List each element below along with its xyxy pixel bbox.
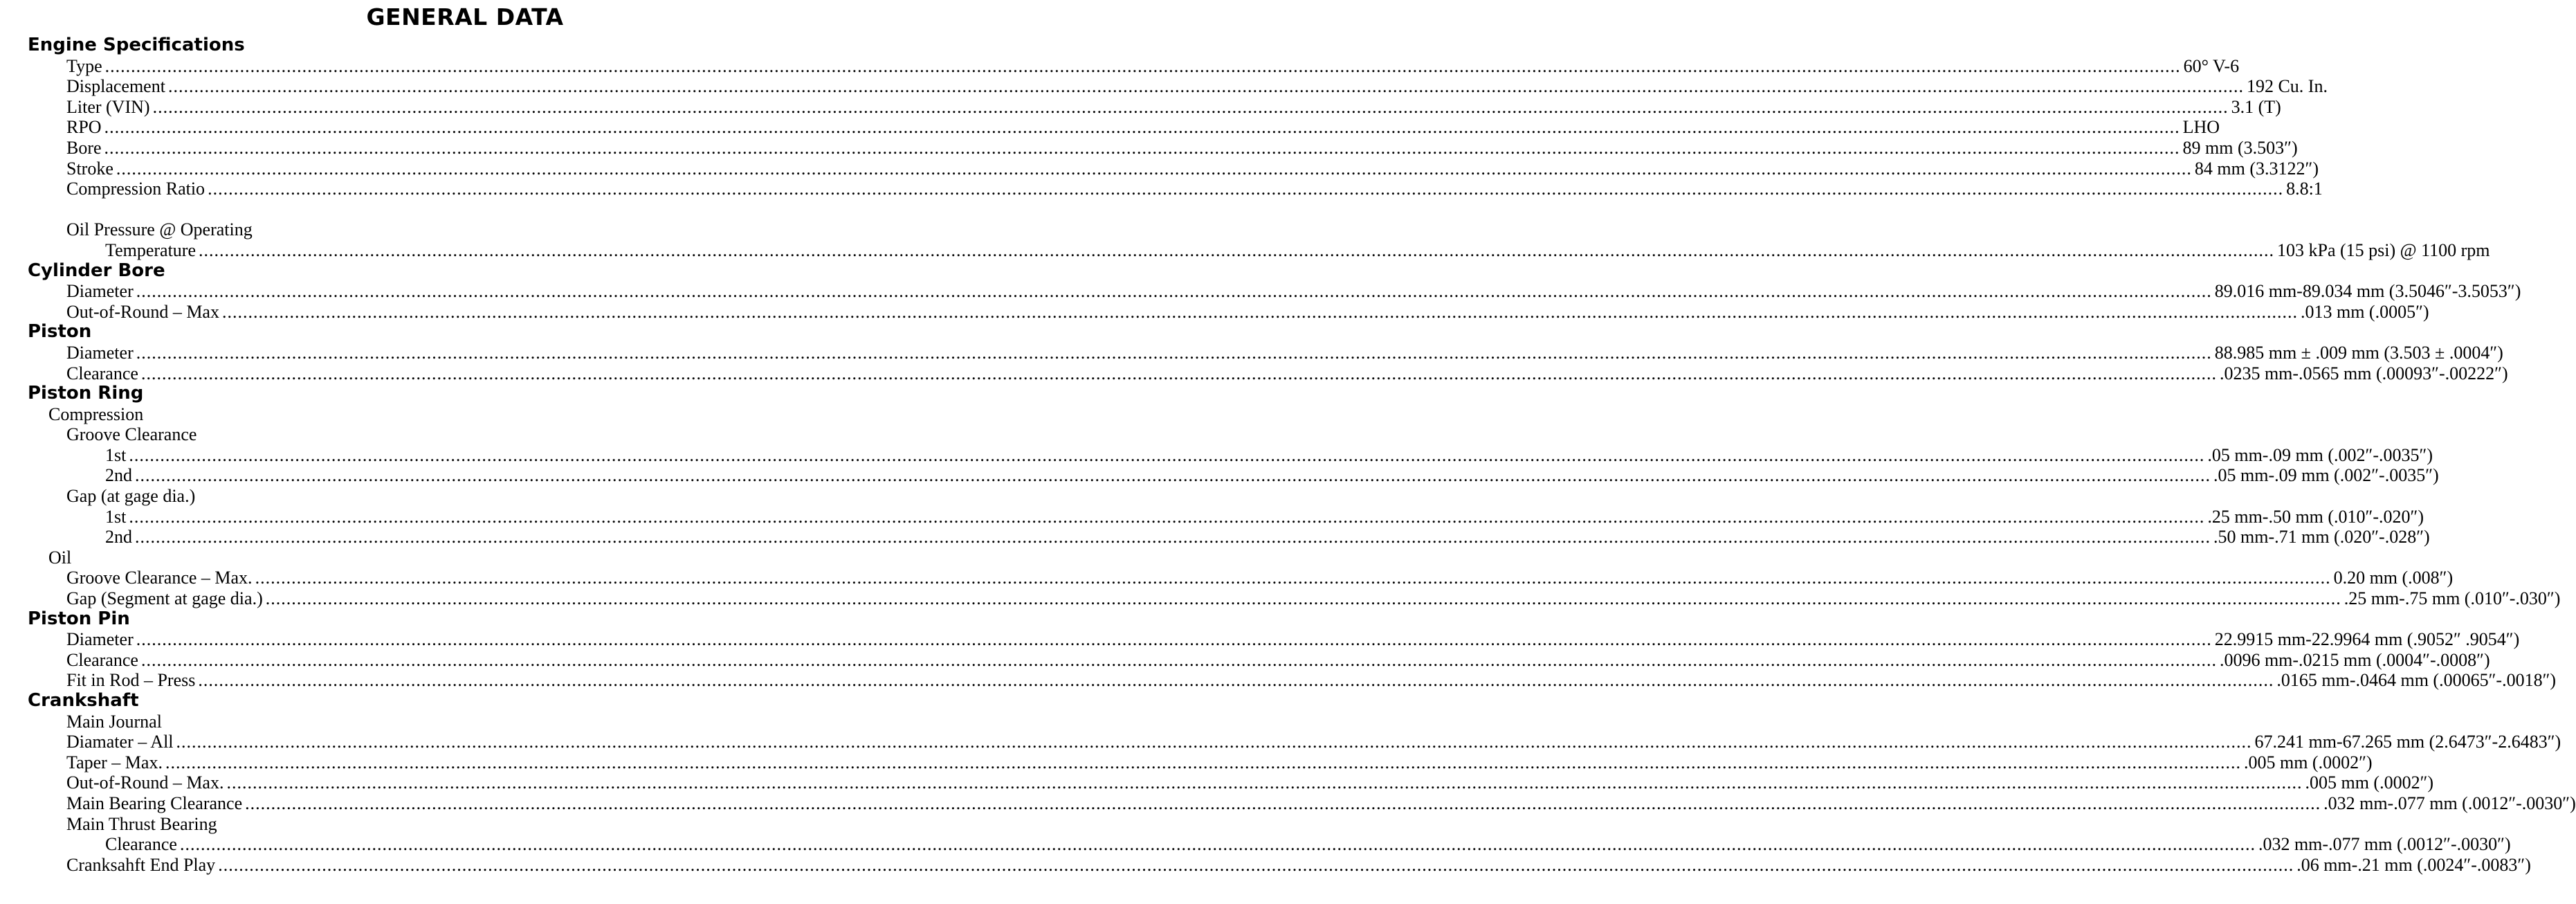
dot-leader: ................................................................................................................................................................................................................................................................................................................................................................................................................ — [255, 568, 2331, 588]
spec-value: 67.241 mm-67.265 mm (2.6473″-2.6483″) — [2254, 732, 2561, 752]
spec-label: Groove Clearance – Max. — [66, 568, 253, 588]
spec-value: .05 mm-.09 mm (.002″-.0035″) — [2207, 444, 2433, 465]
spec-value: .005 mm (.0002″) — [2305, 772, 2434, 793]
page-title: GENERAL DATA — [366, 3, 564, 30]
section-heading-piston-ring: Piston Ring — [28, 383, 144, 404]
spec-row-bore — [0, 137, 2298, 159]
spec-value: .0165 mm-.0464 mm (.00065″-.0018″) — [2276, 670, 2557, 691]
dot-leader: ................................................................................................................................................................................................................................................................................................................................................................................................................ — [140, 363, 2217, 383]
spec-label: Main Bearing Clearance — [66, 793, 243, 813]
spec-value: .032 mm-.077 mm (.0012″-.0030″) — [2323, 793, 2576, 813]
spec-row-journal-taper — [0, 752, 2373, 773]
spec-value: .013 mm (.0005″) — [2300, 301, 2429, 322]
spec-label: Diameter — [66, 281, 134, 302]
spec-value: 0.20 mm (.008″) — [2333, 568, 2454, 588]
spec-subheading-main-journal — [0, 712, 880, 732]
spec-value: 22.9915 mm-22.9964 mm (.9052″ .9054″) — [2214, 629, 2520, 650]
spec-row-groove-2nd — [0, 465, 2439, 486]
spec-value: 8.8:1 — [2286, 179, 2323, 199]
spec-value: .005 mm (.0002″) — [2243, 752, 2373, 772]
spec-row-type — [0, 55, 2240, 77]
dot-leader: ................................................................................................................................................................................................................................................................................................................................................................................................................ — [265, 588, 2341, 609]
spec-row-liter-vin — [0, 96, 2281, 118]
spec-label: Out-of-Round – Max. — [66, 772, 224, 793]
spec-label: Diameter — [66, 342, 134, 363]
dot-leader: ................................................................................................................................................................................................................................................................................................................................................................................................................ — [136, 342, 2212, 363]
blank-line — [0, 199, 880, 220]
spec-label: Displacement — [66, 76, 165, 97]
spec-label: Type — [66, 55, 102, 76]
spec-label: Cranksahft End Play — [66, 854, 216, 875]
spec-label: Groove Clearance — [66, 424, 197, 445]
spec-value: 89.016 mm-89.034 mm (3.5046″-3.5053″) — [2214, 281, 2521, 302]
spec-label: RPO — [66, 117, 102, 138]
spec-row-oil-groove-clearance — [0, 568, 2454, 588]
spec-label: Main Journal — [66, 711, 162, 732]
spec-value: .06 mm-.21 mm (.0024″-.0083″) — [2296, 854, 2531, 875]
spec-label: Main Thrust Bearing — [66, 813, 217, 834]
section-heading-engine-specifications: Engine Specifications — [28, 35, 245, 55]
dot-leader: ................................................................................................................................................................................................................................................................................................................................................................................................................ — [152, 96, 2229, 117]
spec-row-piston-diameter — [0, 342, 2503, 363]
dot-leader: ................................................................................................................................................................................................................................................................................................................................................................................................................ — [135, 527, 2211, 548]
spec-subheading-main-thrust-bearing — [0, 814, 880, 835]
spec-row-groove-1st — [0, 444, 2433, 466]
dot-leader: ................................................................................................................................................................................................................................................................................................................................................................................................................ — [167, 76, 2244, 97]
spec-row-gap-2nd — [0, 527, 2430, 548]
spec-label: Clearance — [66, 363, 138, 383]
dot-leader: ................................................................................................................................................................................................................................................................................................................................................................................................................ — [199, 239, 2274, 260]
spec-value: 60° V-6 — [2183, 55, 2240, 76]
dot-leader: ................................................................................................................................................................................................................................................................................................................................................................................................................ — [176, 732, 2252, 752]
dot-leader: ................................................................................................................................................................................................................................................................................................................................................................................................................ — [104, 117, 2180, 138]
spec-value: .25 mm-.50 mm (.010″-.020″) — [2207, 506, 2424, 527]
spec-row-bore-out-of-round — [0, 301, 2429, 323]
spec-row-journal-diameter — [0, 732, 2561, 752]
spec-row-pin-diameter — [0, 629, 2520, 650]
spec-label: Compression Ratio — [66, 179, 205, 199]
dot-leader: ................................................................................................................................................................................................................................................................................................................................................................................................................ — [208, 179, 2284, 199]
spec-label: Bore — [66, 137, 102, 158]
spec-label: Diameter — [66, 629, 134, 650]
section-heading-piston-pin: Piston Pin — [28, 608, 130, 629]
spec-row-bore-diameter — [0, 281, 2521, 302]
spec-row-pin-clearance — [0, 649, 2490, 671]
spec-subheading-gap — [0, 486, 880, 507]
spec-value: .032 mm-.077 mm (.0012″-.0030″) — [2258, 834, 2511, 855]
spec-label: Taper – Max. — [66, 752, 163, 772]
spec-label: Gap (Segment at gage dia.) — [66, 588, 263, 609]
spec-row-oil-gap — [0, 588, 2561, 609]
spec-subheading-compression — [0, 404, 880, 425]
spec-label: 1st — [105, 444, 127, 465]
spec-label: Clearance — [66, 649, 138, 670]
spec-value: .0096 mm-.0215 mm (.0004″-.0008″) — [2219, 649, 2490, 670]
spec-row-main-bearing-clearance — [0, 793, 2576, 814]
spec-row-displacement — [0, 76, 2328, 97]
dot-leader: ................................................................................................................................................................................................................................................................................................................................................................................................................ — [245, 793, 2321, 813]
dot-leader: ................................................................................................................................................................................................................................................................................................................................................................................................................ — [198, 670, 2274, 691]
spec-label: Oil Pressure @ Operating — [66, 219, 253, 240]
spec-row-thrust-clearance — [0, 834, 2511, 855]
spec-row-journal-out-of-round — [0, 772, 2434, 793]
spec-row-pin-fit-in-rod — [0, 670, 2557, 691]
spec-value: 3.1 (T) — [2231, 96, 2281, 117]
spec-label: Fit in Rod – Press — [66, 670, 196, 691]
section-heading-piston: Piston — [28, 321, 92, 343]
dot-leader: ................................................................................................................................................................................................................................................................................................................................................................................................................ — [104, 137, 2180, 158]
spec-label: Temperature — [105, 239, 196, 260]
dot-leader: ................................................................................................................................................................................................................................................................................................................................................................................................................ — [179, 834, 2256, 855]
spec-label: Diamater – All — [66, 732, 174, 752]
spec-value: 192 Cu. In. — [2246, 76, 2328, 97]
spec-label: Clearance — [105, 834, 177, 855]
spec-row-compression-ratio — [0, 179, 2323, 199]
spec-row-end-play — [0, 854, 2531, 876]
spec-label: Compression — [48, 404, 144, 424]
spec-row-rpo — [0, 117, 2220, 138]
dot-leader: ................................................................................................................................................................................................................................................................................................................................................................................................................ — [129, 444, 2205, 465]
spec-label: Liter (VIN) — [66, 96, 150, 117]
dot-leader: ................................................................................................................................................................................................................................................................................................................................................................................................................ — [226, 772, 2303, 793]
dot-leader: ................................................................................................................................................................................................................................................................................................................................................................................................................ — [136, 629, 2212, 650]
spec-value: .50 mm-.71 mm (.020″-.028″) — [2213, 527, 2430, 548]
spec-label: Out-of-Round – Max — [66, 301, 219, 322]
spec-value: .25 mm-.75 mm (.010″-.030″) — [2344, 588, 2561, 609]
spec-value: 88.985 mm ± .009 mm (3.503 ± .0004″) — [2214, 342, 2503, 363]
spec-value: LHO — [2182, 117, 2220, 138]
section-heading-crankshaft: Crankshaft — [28, 690, 139, 711]
spec-row-piston-clearance — [0, 363, 2508, 384]
spec-row-gap-1st — [0, 506, 2424, 527]
dot-leader: ................................................................................................................................................................................................................................................................................................................................................................................................................ — [221, 301, 2298, 322]
spec-value: .0235 mm-.0565 mm (.00093″-.00222″) — [2219, 363, 2508, 383]
spec-row-stroke — [0, 158, 2319, 179]
spec-label: 1st — [105, 506, 127, 527]
spec-label: Oil — [48, 547, 72, 568]
spec-label: Gap (at gage dia.) — [66, 486, 196, 507]
dot-leader: ................................................................................................................................................................................................................................................................................................................................................................................................................ — [218, 854, 2294, 875]
spec-value: .05 mm-.09 mm (.002″-.0035″) — [2213, 465, 2439, 486]
spec-row-temperature — [0, 239, 2490, 261]
spec-label: 2nd — [105, 465, 132, 486]
spec-label: 2nd — [105, 527, 132, 548]
dot-leader: ................................................................................................................................................................................................................................................................................................................................................................................................................ — [165, 752, 2241, 772]
spec-label: Stroke — [66, 158, 113, 179]
spec-subheading-oil-pressure — [0, 219, 880, 240]
dot-leader: ................................................................................................................................................................................................................................................................................................................................................................................................................ — [116, 158, 2192, 179]
spec-value: 89 mm (3.503″) — [2182, 137, 2298, 158]
spec-value: 103 kPa (15 psi) @ 1100 rpm — [2277, 239, 2490, 260]
section-heading-cylinder-bore: Cylinder Bore — [28, 260, 165, 281]
spec-subheading-groove-clearance — [0, 424, 880, 445]
dot-leader: ................................................................................................................................................................................................................................................................................................................................................................................................................ — [104, 55, 2181, 76]
dot-leader: ................................................................................................................................................................................................................................................................................................................................................................................................................ — [129, 506, 2205, 527]
dot-leader: ................................................................................................................................................................................................................................................................................................................................................................................................................ — [140, 649, 2217, 670]
dot-leader: ................................................................................................................................................................................................................................................................................................................................................................................................................ — [136, 281, 2212, 302]
spec-subheading-oil — [0, 548, 880, 568]
spec-value: 84 mm (3.3122″) — [2194, 158, 2319, 179]
dot-leader: ................................................................................................................................................................................................................................................................................................................................................................................................................ — [135, 465, 2211, 486]
spec-content — [0, 35, 2576, 875]
